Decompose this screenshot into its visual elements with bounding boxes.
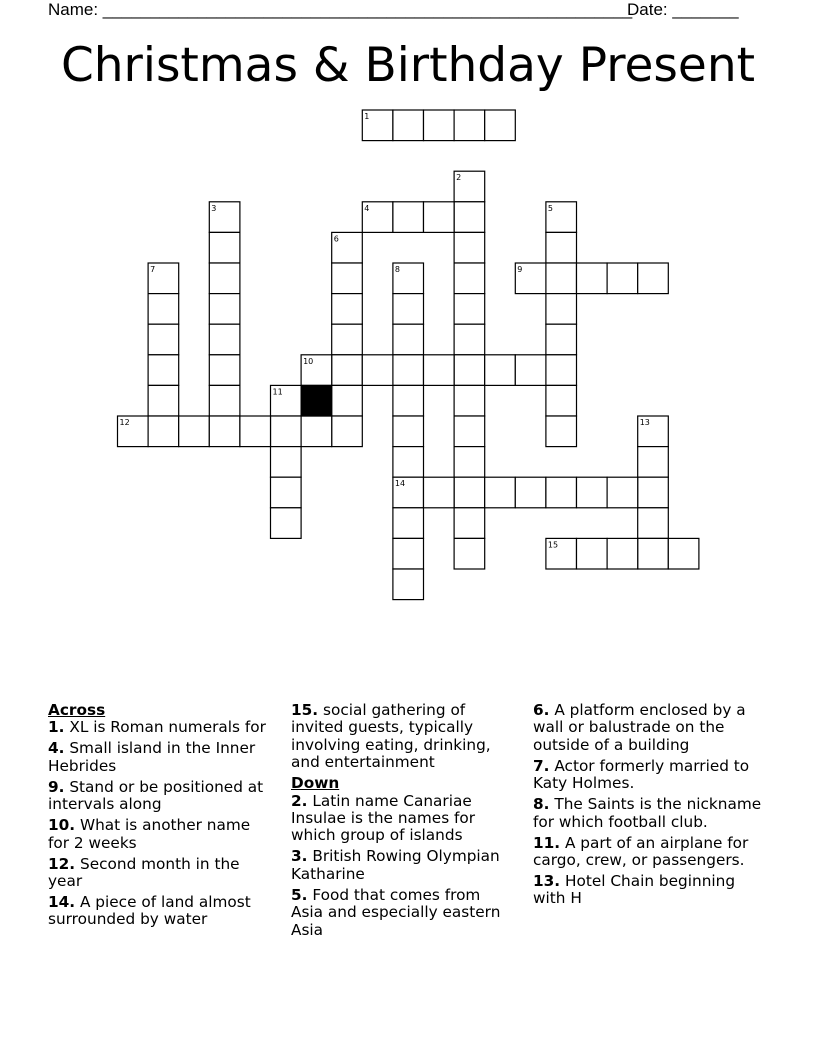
grid-cell[interactable] <box>362 355 393 386</box>
clue-number: 6 <box>333 234 339 244</box>
black-cell <box>301 385 332 416</box>
grid-cell[interactable] <box>332 385 363 416</box>
clue-number: 7 <box>150 265 156 274</box>
clue-number: 4 <box>364 203 370 213</box>
grid-cell[interactable] <box>393 324 424 355</box>
grid-cell[interactable] <box>454 416 485 447</box>
clue-number: 3 <box>211 203 217 213</box>
grid-cell[interactable] <box>393 294 424 325</box>
grid-cell[interactable] <box>393 385 424 416</box>
grid-cell[interactable] <box>271 477 302 508</box>
clue-number: 1 <box>364 112 370 121</box>
grid-cell[interactable] <box>607 477 638 508</box>
grid-cell[interactable] <box>546 232 577 263</box>
grid-cell[interactable] <box>454 324 485 355</box>
grid-cell[interactable] <box>271 447 302 478</box>
grid-cell[interactable] <box>424 110 455 141</box>
grid-cell[interactable] <box>454 508 485 539</box>
grid-cell[interactable] <box>271 416 302 447</box>
grid-cell[interactable] <box>454 447 485 478</box>
grid-cell[interactable] <box>454 385 485 416</box>
clue-number: 11 <box>272 387 283 397</box>
grid-cell[interactable] <box>485 355 516 386</box>
grid-cell[interactable] <box>454 355 485 386</box>
grid-cell[interactable] <box>148 385 179 416</box>
clue-number: 12 <box>119 418 130 427</box>
clue-down-6: 6. A platform enclosed by a wall or balustrade on the outside of a building <box>533 701 746 754</box>
grid-cell[interactable] <box>577 538 608 569</box>
clues-column-2 <box>291 702 516 943</box>
grid-cell[interactable] <box>179 416 210 447</box>
grid-cell[interactable] <box>638 263 669 294</box>
grid-cell[interactable] <box>332 324 363 355</box>
across-heading: Across <box>48 701 106 719</box>
grid-cell[interactable] <box>546 385 577 416</box>
clue-across-9: 9. Stand or be positioned at intervals along <box>48 777 264 814</box>
grid-cell[interactable] <box>393 416 424 447</box>
clue-across-15: 15. social gathering of invited guests, typically involving eating, drinking, and entertainment <box>291 701 491 772</box>
grid-cell[interactable] <box>393 202 424 233</box>
grid-cell[interactable] <box>454 202 485 233</box>
grid-cell[interactable] <box>240 416 271 447</box>
clue-across-4: 4. Small island in the Inner Hebrides <box>48 739 256 775</box>
grid-cell[interactable] <box>638 447 669 478</box>
clue-down-2: 2. Latin name Canariae Insulae is the names for which group of islands <box>291 791 476 845</box>
clue-number: 13 <box>639 418 650 427</box>
grid-cell[interactable] <box>546 324 577 355</box>
clue-number: 8 <box>394 265 400 274</box>
clue-number: 14 <box>394 479 406 489</box>
grid-cell[interactable] <box>393 538 424 569</box>
grid-cell[interactable] <box>454 110 485 141</box>
grid-cell[interactable] <box>607 538 638 569</box>
grid-cell[interactable] <box>485 110 516 141</box>
grid-cell[interactable] <box>148 355 179 386</box>
grid-cell[interactable] <box>638 538 669 569</box>
grid-cell[interactable] <box>332 263 363 294</box>
grid-cell[interactable] <box>209 324 240 355</box>
grid-cell[interactable] <box>454 232 485 263</box>
grid-cell[interactable] <box>148 294 179 325</box>
clue-number: 10 <box>303 356 314 366</box>
date-field-label: Date: _______ <box>627 0 739 19</box>
grid-cell[interactable] <box>271 508 302 539</box>
grid-cell[interactable] <box>301 416 332 447</box>
grid-cell[interactable] <box>638 477 669 508</box>
grid-cell[interactable] <box>209 232 240 263</box>
grid-cell[interactable] <box>577 263 608 294</box>
grid-cell[interactable] <box>546 477 577 508</box>
grid-cell[interactable] <box>515 355 546 386</box>
grid-cell[interactable] <box>209 355 240 386</box>
clue-across-10: 10. What is another name for 2 weeks <box>48 816 251 852</box>
grid-cell[interactable] <box>209 416 240 447</box>
clue-across-12: 12. Second month in the year <box>48 854 240 891</box>
clue-down-7: 7. Actor formerly married to Katy Holmes. <box>533 756 750 793</box>
grid-cell[interactable] <box>546 416 577 447</box>
grid-cell[interactable] <box>454 477 485 508</box>
name-field-label: Name: ________________________________________________________ <box>48 0 633 19</box>
grid-cell[interactable] <box>454 294 485 325</box>
grid-cell[interactable] <box>515 477 546 508</box>
grid-cell[interactable] <box>546 263 577 294</box>
clue-down-8: 8. The Saints is the nickname for which football club. <box>533 795 762 831</box>
grid-cell[interactable] <box>424 477 455 508</box>
grid-cell[interactable] <box>607 263 638 294</box>
grid-cell[interactable] <box>148 416 179 447</box>
clue-down-11: 11. A part of an airplane for cargo, crew, or passengers. <box>533 833 749 870</box>
clue-across-14: 14. A piece of land almost surrounded by water <box>48 893 251 929</box>
clues-column-3 <box>533 702 768 911</box>
grid-cell[interactable] <box>209 294 240 325</box>
grid-cell[interactable] <box>332 355 363 386</box>
clue-down-13: 13. Hotel Chain beginning with H <box>533 872 736 908</box>
grid-cell[interactable] <box>393 508 424 539</box>
clue-number: 15 <box>547 540 559 550</box>
grid-cell[interactable] <box>577 477 608 508</box>
clue-number: 5 <box>547 203 553 213</box>
grid-cell[interactable] <box>546 355 577 386</box>
grid-cell[interactable] <box>668 538 699 569</box>
grid-cell[interactable] <box>393 110 424 141</box>
grid-cell[interactable] <box>148 324 179 355</box>
grid-cell[interactable] <box>546 294 577 325</box>
grid-cell[interactable] <box>209 385 240 416</box>
grid-cell[interactable] <box>332 416 363 447</box>
grid-cell[interactable] <box>393 569 424 600</box>
clue-down-3: 3. British Rowing Olympian Katharine <box>291 847 500 883</box>
grid-cell[interactable] <box>638 508 669 539</box>
grid-cell[interactable] <box>393 447 424 478</box>
grid-cell[interactable] <box>424 202 455 233</box>
grid-cell[interactable] <box>209 263 240 294</box>
clue-down-5: 5. Food that comes from Asia and especially eastern Asia <box>291 885 501 939</box>
grid-cell[interactable] <box>454 263 485 294</box>
clue-number: 9 <box>517 265 523 274</box>
page-title: Christmas & Birthday Present <box>60 38 756 93</box>
grid-cell[interactable] <box>485 477 516 508</box>
grid-cell[interactable] <box>424 355 455 386</box>
grid-cell[interactable] <box>393 355 424 386</box>
grid-cell[interactable] <box>332 294 363 325</box>
clue-number: 2 <box>456 173 462 183</box>
grid-cell[interactable] <box>454 538 485 569</box>
clues-column-1 <box>48 702 273 932</box>
down-heading: Down <box>291 774 340 793</box>
clue-across-1: 1. XL is Roman numerals for <box>48 718 266 737</box>
